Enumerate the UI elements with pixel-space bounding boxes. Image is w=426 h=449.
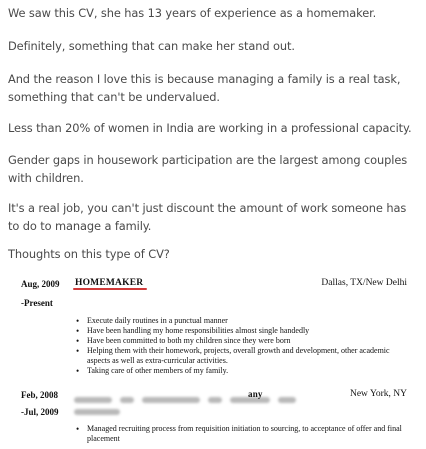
redaction-blur: [74, 397, 112, 403]
cv-entry-date-start: Aug, 2009: [21, 279, 60, 289]
redaction-blur: [74, 409, 120, 415]
post-paragraph: We saw this CV, she has 13 years of experience as a homemaker.: [8, 6, 377, 20]
cv-entry-title: HOMEMAKER: [75, 278, 144, 288]
cv-bullet: • Managed recruiting process from requisition initiation to sourcing, to acceptance of offer and final placement: [75, 424, 410, 444]
cv-entry-title-suffix: any: [248, 389, 263, 399]
cv-entry-date-end: -Jul, 2009: [21, 407, 59, 417]
cv-entry-location: Dallas, TX/New Delhi: [321, 278, 407, 288]
cv-bullet: • Have been handling my home responsibilities almost single handedly: [75, 326, 410, 336]
redaction-blur: [142, 397, 200, 403]
cv-bullet: • Execute daily routines in a punctual manner: [75, 316, 410, 326]
post-paragraph: And the reason I love this is because managing a family is a real task, something that can't be undervalued.: [8, 72, 401, 104]
redaction-blur: [120, 397, 134, 403]
cv-bullet: • Taking care of other members of my family.: [75, 366, 410, 376]
cv-bullet-list: [75, 424, 410, 444]
cv-entry-date-start: Feb, 2008: [21, 390, 58, 400]
post-paragraph: Gender gaps in housework participation are the largest among couples with children.: [8, 153, 408, 185]
cv-bullet-list: [75, 316, 410, 376]
cv-bullet: • Have been committed to both my children since they were born: [75, 336, 410, 346]
post-paragraph: Thoughts on this type of CV?: [8, 247, 170, 261]
post-paragraph: Definitely, something that can make her stand out.: [8, 39, 295, 53]
cv-bullet: • Helping them with their homework, projects, overall growth and development, other academic aspects as well as extra-curricular activities.: [75, 346, 410, 366]
title-underline: [73, 288, 147, 290]
cv-entry-location: New York, NY: [349, 389, 407, 399]
cv-entry-date-end: -Present: [21, 298, 53, 308]
redaction-blur: [208, 397, 222, 403]
redaction-blur: [278, 397, 296, 403]
cv-image: [0, 268, 426, 449]
post-paragraph: Less than 20% of women in India are working in a professional capacity.: [8, 121, 412, 135]
post-paragraph: It's a real job, you can't just discount the amount of work someone has to do to manage a family.: [8, 201, 407, 233]
